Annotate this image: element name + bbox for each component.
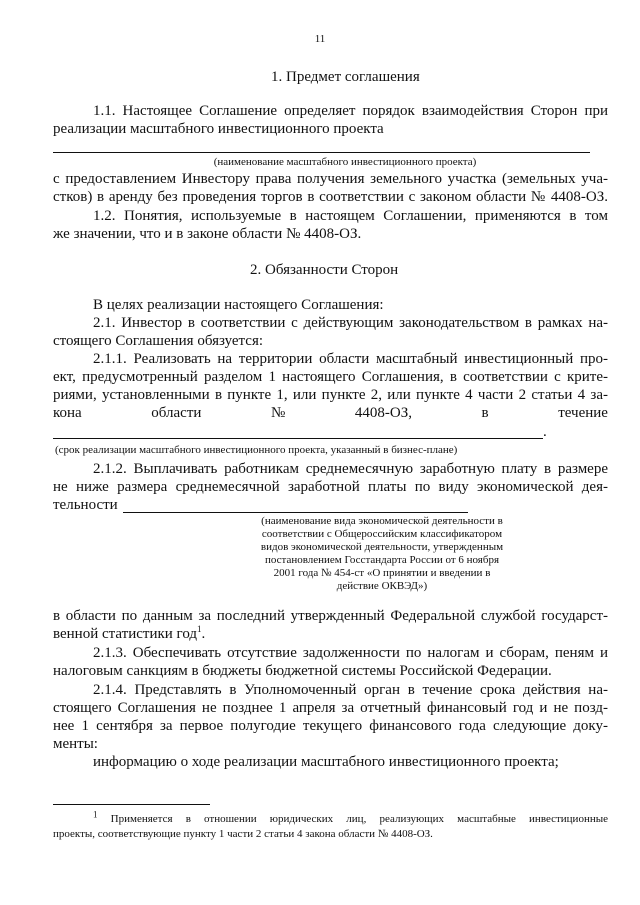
paragraph-2-1-2-line-5	[53, 626, 608, 643]
paragraph-2-1-line-2: стоящего Соглашения обязуется:	[53, 333, 264, 349]
paragraph-2-1-4-line-4: менты:	[53, 736, 98, 752]
project-name-blank-line	[53, 152, 590, 153]
okved-caption-line: (наименование вида экономической деятельности в	[261, 515, 503, 527]
section-2-heading: 2. Обязанности Сторон	[250, 262, 399, 278]
word: кона	[53, 405, 82, 421]
paragraph-2-1-1-line-4	[53, 405, 608, 422]
paragraph-2-1-4-line-2: стоящего Соглашения не позднее 1 апреля за отчетный финансовый год и не позд-	[53, 700, 608, 716]
okved-caption-line: постановлением Госстандарта России от 6 ноября	[264, 554, 500, 566]
paragraph-1-1-line-4: стков) в аренду без проведения торгов в соответствии с законом области № 4408-ОЗ.	[53, 189, 608, 205]
okved-blank-line	[123, 512, 468, 513]
period-blank-line	[53, 438, 543, 439]
period-caption: (срок реализации масштабного инвестиционного проекта, указанный в бизнес-плане)	[55, 444, 458, 456]
section-1-heading: 1. Предмет соглашения	[271, 69, 420, 85]
paragraph-1-1-line-1: 1.1. Настоящее Соглашение определяет порядок взаимодействия Сторон при	[93, 103, 608, 119]
paragraph-2-1-4-line-3: нее 1 сентября за первое полугодие текущего финансового года следующие доку-	[53, 718, 608, 734]
footnote-line-2: проекты, соответствующие пункту 1 части 2 статьи 4 закона области № 4408-ОЗ.	[53, 828, 433, 840]
paragraph-2-1-line-1: 2.1. Инвестор в соответствии с действующим законодательством в рамках на-	[93, 315, 608, 331]
paragraph-2-1-2-line-2: не ниже размера среднемесячной заработной платы по виду экономической дея-	[53, 479, 608, 495]
paragraph-2-1-3-line-1: 2.1.3. Обеспечивать отсутствие задолженности по налогам и сборам, пеням и	[93, 645, 608, 661]
paragraph-2-1-1-line-2: ект, предусмотренный разделом 1 настоящего Соглашения, в соответствии с крите-	[53, 369, 608, 385]
paragraph-2-1-3-line-2: налоговым санкциям в бюджеты бюджетной системы Российской Федерации.	[53, 663, 552, 679]
paragraph-2-1-1-line-1: 2.1.1. Реализовать на территории области масштабный инвестиционный про-	[93, 351, 608, 367]
word: течение	[558, 405, 608, 421]
okved-caption	[252, 515, 512, 593]
okved-caption-line: соответствии с Общероссийским классификатором	[261, 528, 503, 540]
paragraph-2-1-2-line-5-text: венной статистики год	[53, 626, 198, 642]
paragraph-2-1-1-line-3: риями, установленными в пункте 1, или пункте 2, или пункте 4 части 2 статьи 4 за-	[53, 387, 608, 403]
okved-caption-line: 2001 года № 454-ст «О принятии и введении в	[273, 567, 491, 579]
period-blank-end: .	[543, 424, 547, 440]
page-number: 11	[314, 33, 326, 45]
word: №	[271, 405, 286, 421]
period: .	[201, 626, 206, 642]
paragraph-1-2-line-1: 1.2. Понятия, используемые в настоящем Соглашении, применяются в том	[93, 208, 608, 224]
word: области	[151, 405, 202, 421]
okved-caption-line: видов экономической деятельности, утвержденным	[260, 541, 504, 553]
footnote-line-1	[93, 809, 608, 826]
word: в	[481, 405, 489, 421]
section-2-intro: В целях реализации настоящего Соглашения:	[93, 297, 384, 313]
word: 4408-ОЗ,	[354, 405, 412, 421]
paragraph-2-1-4-item-1: информацию о ходе реализации масштабного инвестиционного проекта;	[93, 754, 559, 770]
okved-caption-line: действие ОКВЭД»)	[336, 580, 428, 592]
paragraph-2-1-2-line-4: в области по данным за последний утвержденный Федеральной службой государст-	[53, 608, 608, 624]
paragraph-2-1-4-line-1: 2.1.4. Представлять в Уполномоченный орган в течение срока действия на-	[93, 682, 608, 698]
project-name-caption: (наименование масштабного инвестиционного проекта)	[213, 156, 477, 168]
paragraph-2-1-2-line-3: тельности	[53, 497, 118, 513]
footnote-marker: 1	[93, 809, 98, 820]
footnote-text: Применяется в отношении юридических лиц, реализующих масштабные инвестиционные	[97, 813, 608, 825]
footnote-reference[interactable]: 1	[197, 624, 202, 634]
paragraph-2-1-2-line-1: 2.1.2. Выплачивать работникам среднемесячную заработную плату в размере	[93, 461, 608, 477]
footnote-separator	[53, 804, 210, 805]
paragraph-1-1-line-2: реализации масштабного инвестиционного проекта	[53, 121, 384, 137]
paragraph-1-2-line-2: же значении, что и в законе области № 4408-ОЗ.	[53, 226, 362, 242]
paragraph-1-1-line-3: с предоставлением Инвестору права получения земельного участка (земельных уча-	[53, 171, 608, 187]
